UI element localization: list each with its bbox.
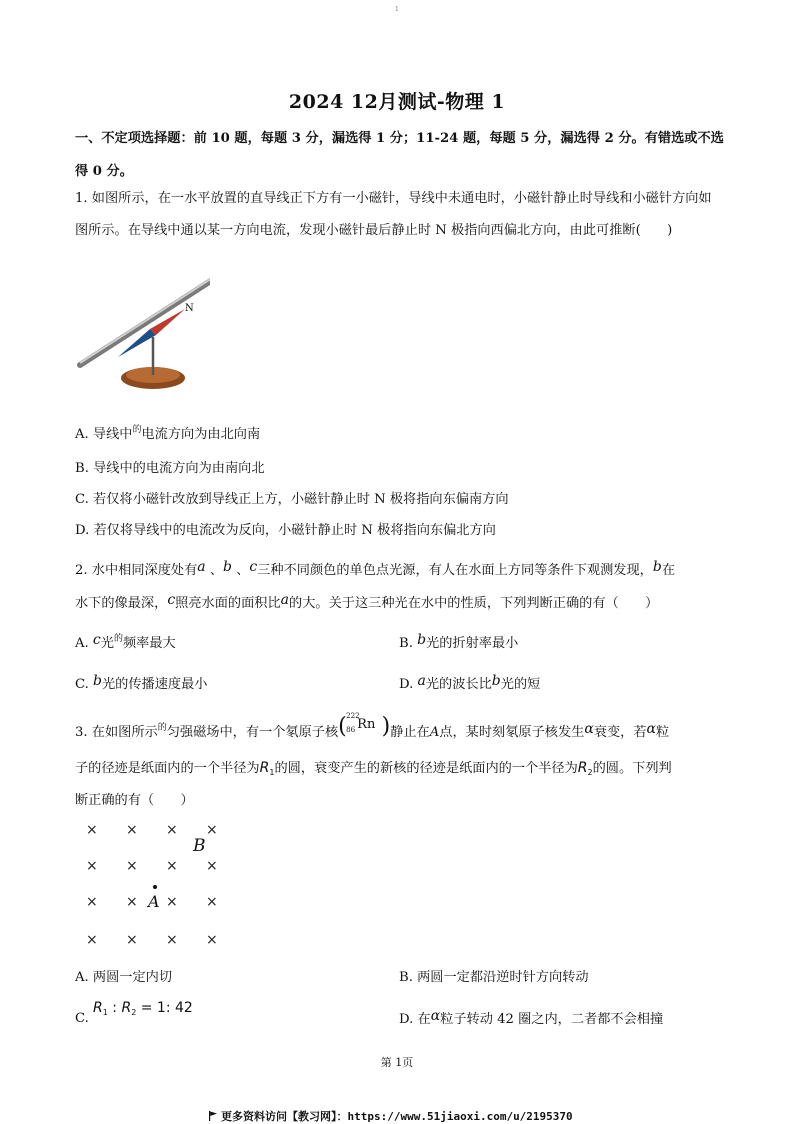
q1-stem: 1. 如图所示，在一水平放置的直导线正下方有一小磁针，导线中未通电时，小磁针静止时导线和小磁针方向如图所示。在导线中通以某一方向电流，发现小磁针最后静止时 N 极指向西偏北方向，由此可推断( ) (75, 191, 712, 238)
radius-r1: $R_1$ (259, 760, 275, 777)
field-cross: × (86, 858, 98, 874)
section-heading: 一、不定项选择题：前 10 题，每题 3 分，漏选得 1 分；11-24 题，每题 5 分，漏选得 2 分。有错选或不选得 0 分。 (75, 131, 724, 179)
field-cross: × (86, 932, 98, 948)
nuclide-radon: ( 222 86 Rn ) (338, 712, 391, 739)
field-label-a: A (148, 892, 160, 911)
field-cross: × (166, 894, 178, 910)
q3-stem-line1: 3. 在如图所示$^的$匀强磁场中，有一个氡原子核 ( 222 86 Rn ) 静止在A点，某时刻氡原子核发生α衰变，若α粒 (75, 712, 670, 740)
document-title: 2024 12月测试-物理 1 (288, 91, 506, 113)
q1-option-b: B. 导线中的电流方向为由南向北 (75, 461, 265, 476)
q2-option-a: A. c光$^的$频率最大 (75, 632, 176, 651)
point-a-dot (153, 885, 157, 889)
field-cross: × (166, 858, 178, 874)
field-cross: × (206, 932, 218, 948)
ratio-formula: $R_1$ : $R_2 = 1$: 42 (93, 1000, 193, 1017)
field-cross: × (126, 858, 138, 874)
q2-option-d: D. a光的波长比b光的短 (399, 673, 541, 692)
field-cross: × (86, 894, 98, 910)
q3-stem-line2: 子的径迹是纸面内的一个半径为$R_1$的圆，衰变产生的新核的径迹是纸面内的一个半径为$R_2$的圆。下列判 (75, 760, 672, 777)
field-cross: × (206, 894, 218, 910)
q1-option-c: C. 若仅将小磁针改放到导线正上方，小磁针静止时 N 极将指向东偏南方向 (75, 492, 509, 507)
field-cross: × (166, 932, 178, 948)
q1-figure-wire-compass (70, 265, 210, 400)
q3-field-figure (80, 820, 240, 955)
q3-option-b: B. 两圆一定都沿逆时针方向转动 (399, 970, 589, 985)
field-cross: × (126, 932, 138, 948)
field-cross: × (166, 822, 178, 838)
field-cross: × (86, 822, 98, 838)
flag-icon (208, 1111, 218, 1121)
field-cross: × (126, 822, 138, 838)
footer-resource-link[interactable]: 更多资料访问【教习网】：https://www.51jiaoxi.com/u/2195370 (208, 1108, 573, 1124)
needle-north (150, 309, 185, 335)
q3-option-c: C. $R_1$ : $R_2 = 1$: 42 (75, 1000, 193, 1026)
q3-option-a: A. 两圆一定内切 (75, 970, 173, 985)
figure-label-n: N (185, 303, 194, 314)
field-cross: × (206, 858, 218, 874)
wire-highlight (80, 273, 210, 363)
q1-option-d: D. 若仅将导线中的电流改为反向，小磁针静止时 N 极将指向东偏北方向 (75, 523, 496, 538)
q2-option-b: B. b光的折射率最小 (399, 632, 519, 651)
page-mark: 1 (395, 6, 399, 13)
q3-option-d: D. 在α粒子转动 42 圈之内，二者都不会相撞 (399, 1008, 664, 1027)
q2-stem-line1: 2. 水中相同深度处有a 、b 、c三种不同颜色的单色点光源，有人在水面上方同等条件下观测发现，b在 (75, 559, 676, 578)
needle-south (118, 329, 156, 357)
page-number: 第 1页 (380, 1056, 414, 1069)
q2-option-c: C. b光的传播速度最小 (75, 673, 208, 692)
q2-stem-line2: 水下的像最深，c照亮水面的面积比a的大。关于这三种光在水中的性质，下列判断正确的有（ ） (75, 592, 659, 611)
field-cross: × (206, 822, 218, 838)
field-label-b: B (193, 836, 206, 856)
radius-r2: $R_2$ (577, 760, 593, 777)
q1-option-a: A. 导线中$^的$电流方向为由北向南 (75, 425, 261, 442)
q3-stem-line3: 断正确的有（ ） (75, 793, 194, 808)
field-cross: × (126, 894, 138, 910)
